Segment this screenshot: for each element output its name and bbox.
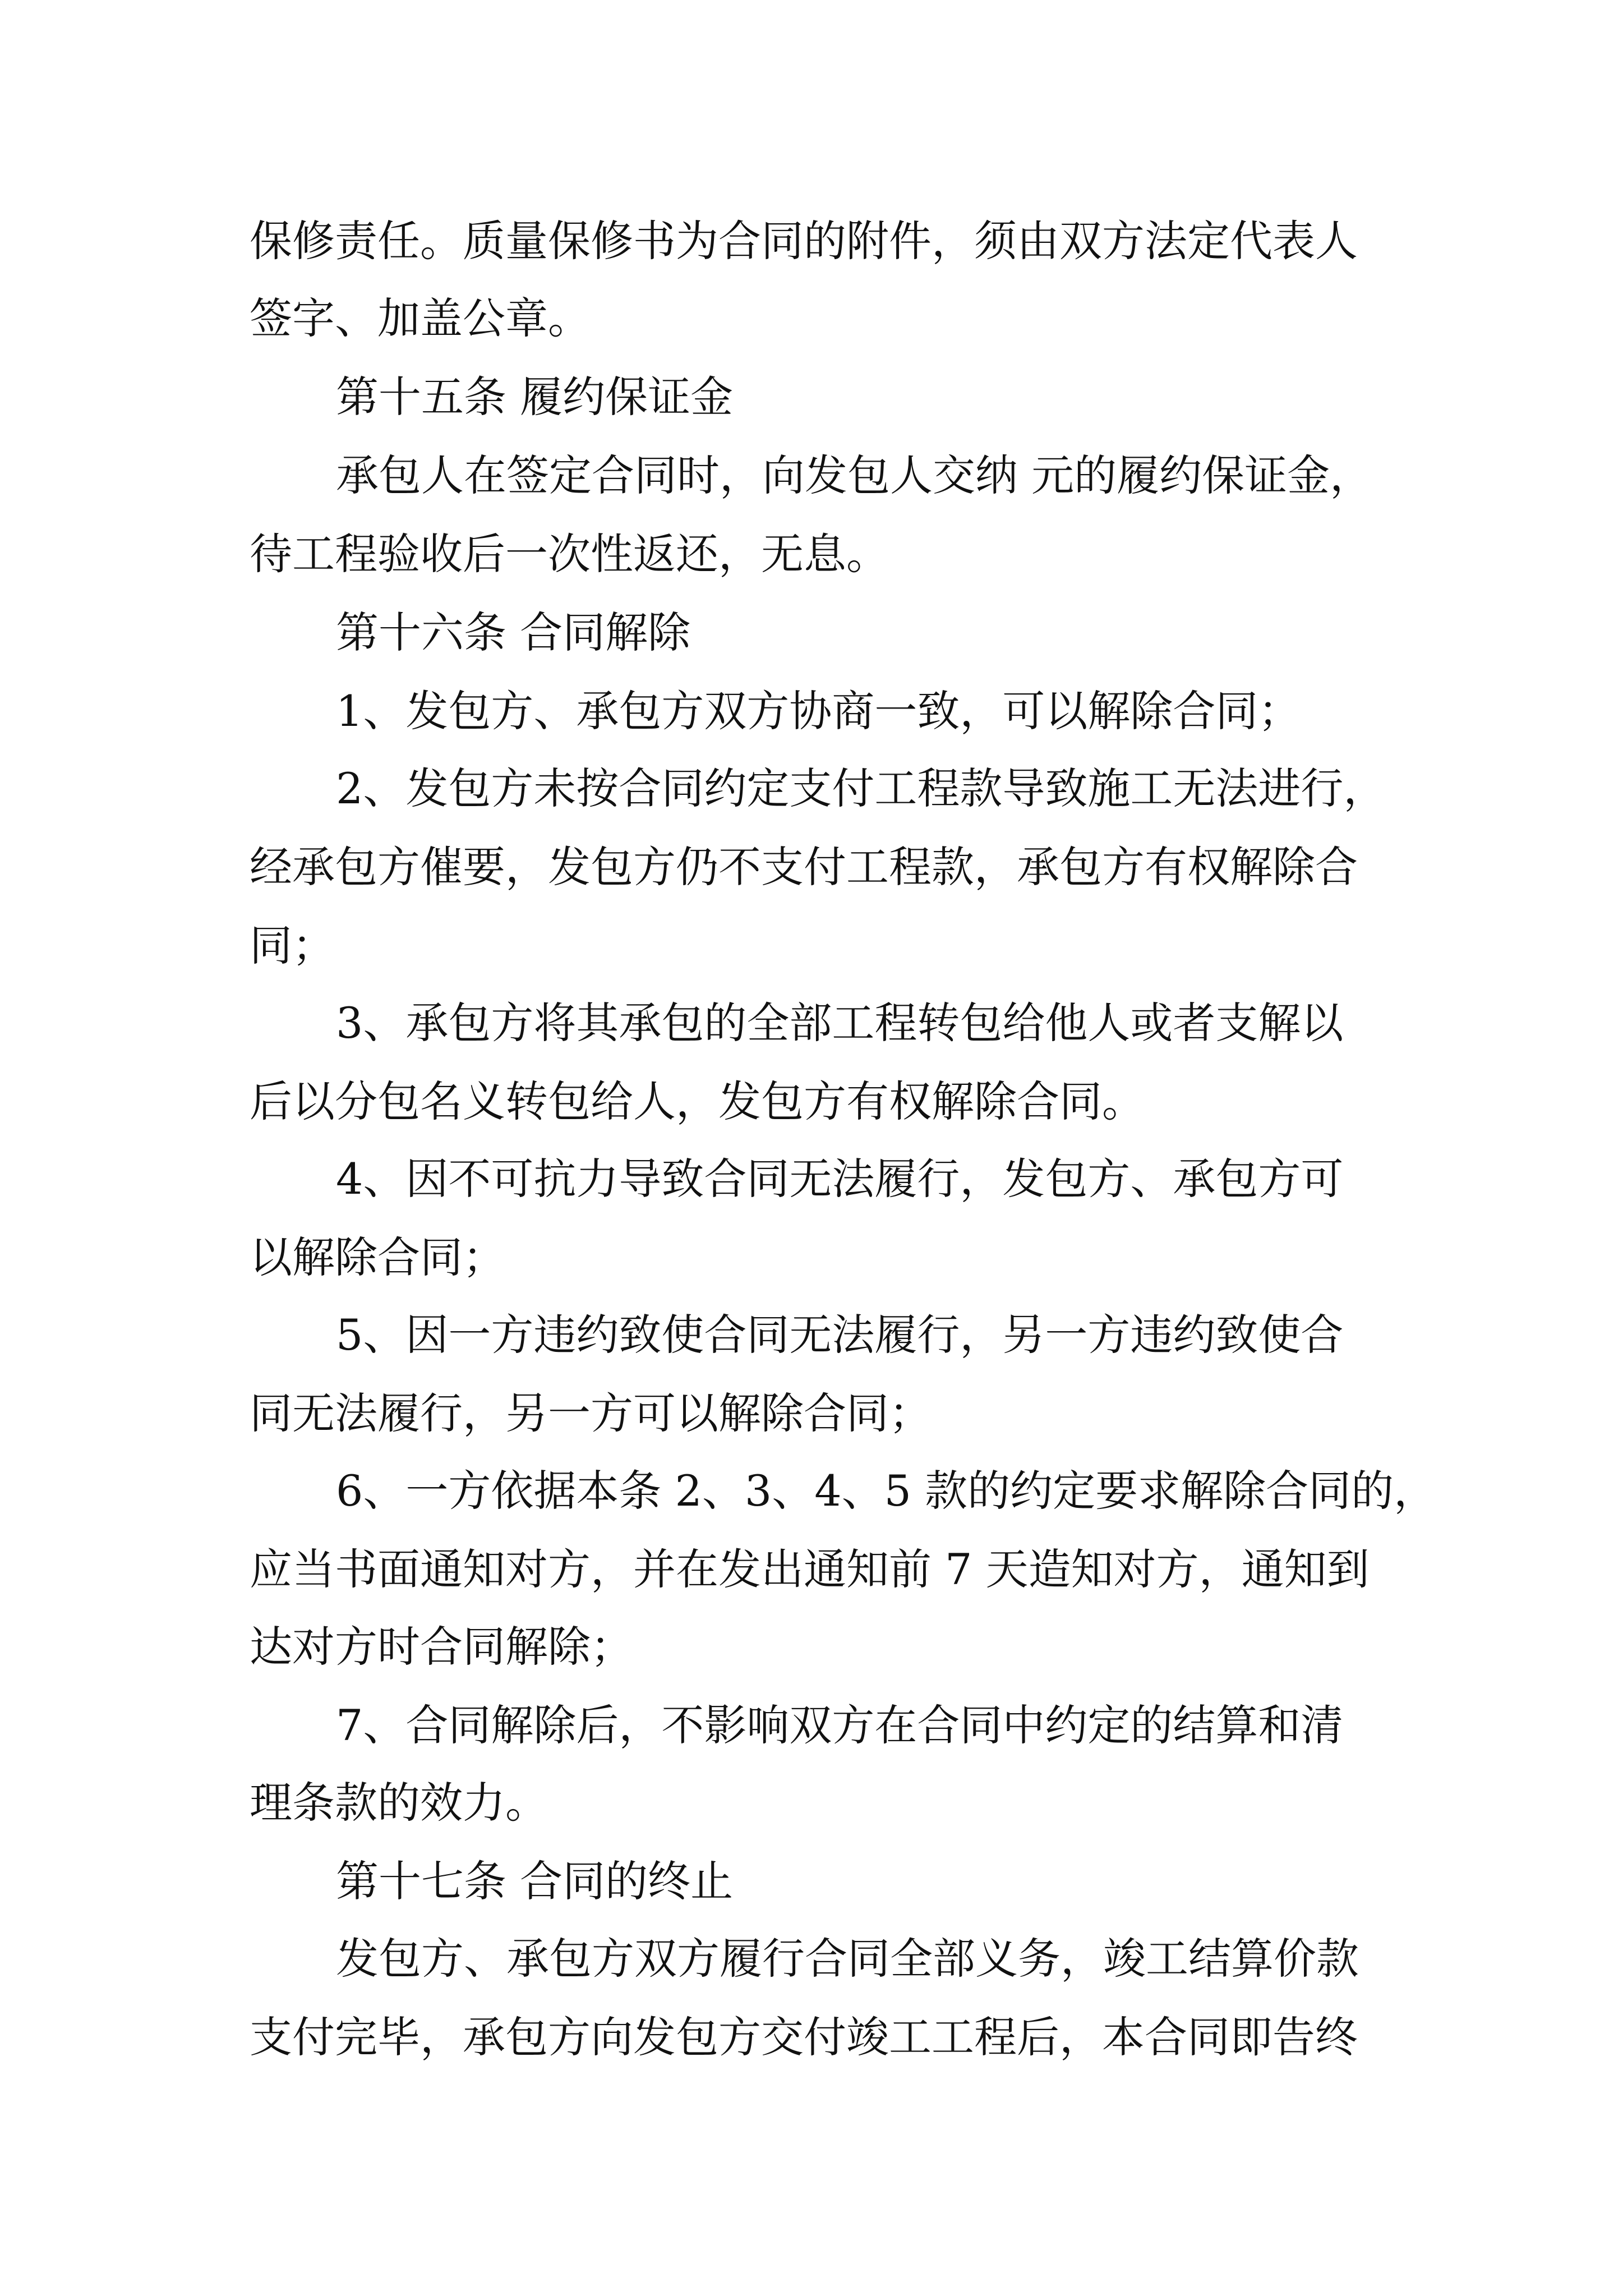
- section-heading: 第十六条 合同解除: [336, 608, 691, 657]
- paragraph-line: 支付完毕，承包方向发包方交付竣工工程后，本合同即告终: [250, 2012, 1358, 2062]
- list-item: 1、发包方、承包方双方协商一致，可以解除合同；: [336, 686, 1301, 736]
- list-item: 3、承包方将其承包的全部工程转包给他人或者支解以: [336, 998, 1344, 1048]
- list-item-continued: 以解除合同；: [250, 1232, 505, 1282]
- list-item: 6、一方依据本条 2、3、4、5 款的约定要求解除合同的，: [336, 1466, 1437, 1516]
- section-heading: 第十七条 合同的终止: [336, 1856, 734, 1906]
- section-heading: 第十五条 履约保证金: [336, 372, 734, 422]
- list-item-continued: 同；: [250, 921, 335, 970]
- list-item-continued: 经承包方催要，发包方仍不支付工程款，承包方有权解除合: [250, 842, 1358, 892]
- list-item: 4、因不可抗力导致合同无法履行，发包方、承包方可: [336, 1154, 1344, 1204]
- paragraph-line: 承包人在签定合同时，向发包人交纳 元的履约保证金，: [336, 450, 1373, 500]
- paragraph-line: 保修责任。质量保修书为合同的附件，须由双方法定代表人: [250, 216, 1358, 266]
- list-item: 7、合同解除后，不影响双方在合同中约定的结算和清: [336, 1700, 1344, 1750]
- paragraph-line: 签字、加盖公章。: [250, 293, 591, 343]
- list-item: 5、因一方违约致使合同无法履行，另一方违约致使合: [336, 1310, 1344, 1360]
- list-item-continued: 应当书面通知对方，并在发出通知前 7 天造知对方，通知到: [250, 1544, 1370, 1594]
- list-item-continued: 后以分包名义转包给人，发包方有权解除合同。: [250, 1076, 1145, 1126]
- list-item-continued: 同无法履行，另一方可以解除合同；: [250, 1388, 932, 1438]
- paragraph-line: 待工程验收后一次性返还，无息。: [250, 529, 889, 579]
- list-item: 2、发包方未按合同约定支付工程款导致施工无法进行，: [336, 763, 1386, 813]
- paragraph-line: 发包方、承包方双方履行合同全部义务，竣工结算价款: [336, 1934, 1359, 1984]
- list-item-continued: 达对方时合同解除；: [250, 1622, 633, 1672]
- list-item-continued: 理条款的效力。: [250, 1778, 548, 1828]
